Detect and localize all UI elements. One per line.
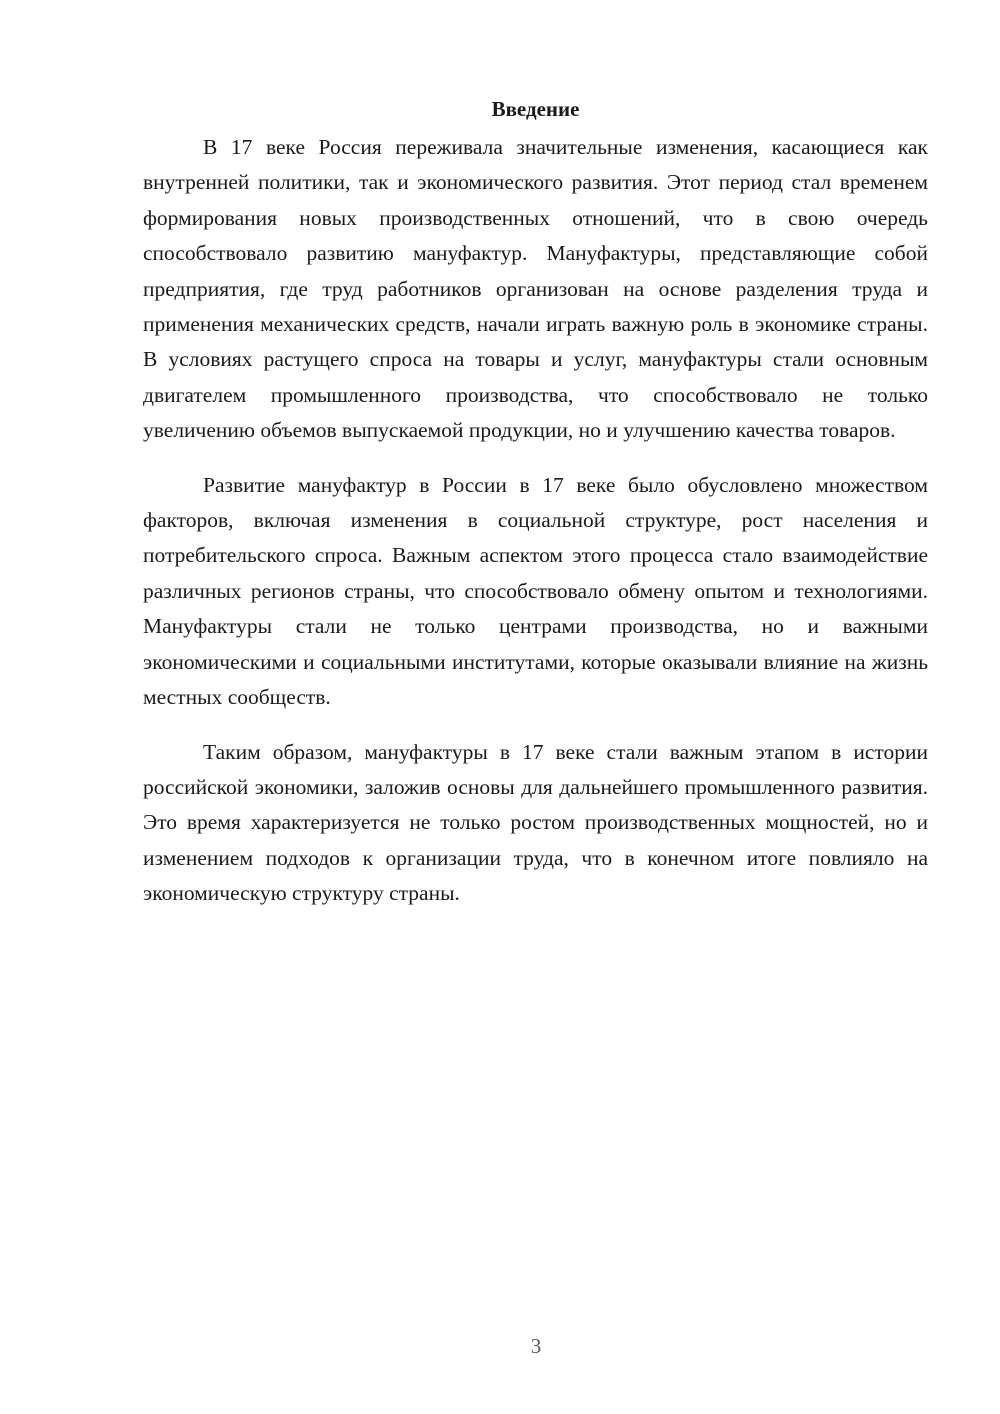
paragraph-1: В 17 веке Россия переживала значительные изменения, касающиеся как внутренней политики, так и экономического развития. Этот период стал временем формирования новых производственных отношений, что в свою очередь способствовало развитию мануфактур. Мануфактуры, представляющие собой предприятия, где труд работников организован на основе разделения труда и применения механических средств, начали играть важную роль в экономике страны. В условиях растущего спроса на товары и услуг, мануфактуры стали основным двигателем промышленного производства, что способствовало не только увеличению объемов выпускаемой продукции, но и улучшению качества товаров. — [143, 135, 928, 443]
paragraph-3: Таким образом, мануфактуры в 17 веке стали важным этапом в истории российской экономики, заложив основы для дальнейшего промышленного развития. Это время характеризуется не только ростом производственных мощностей, но и изменением подходов к организации труда, что в конечном итоге повлияло на экономическую структуру страны. — [143, 739, 928, 906]
page-number: 3 — [530, 1334, 542, 1358]
section-title: Введение — [491, 97, 580, 121]
page-content — [143, 92, 928, 931]
paragraph-2: Развитие мануфактур в России в 17 веке было обусловлено множеством факторов, включая изменения в социальной структуре, рост населения и потребительского спроса. Важным аспектом этого процесса стало взаимодействие различных регионов страны, что способствовало обмену опытом и технологиями. Мануфактуры стали не только центрами производства, но и важными экономическими и социальными институтами, которые оказывали влияние на жизнь местных сообществ. — [143, 472, 928, 710]
